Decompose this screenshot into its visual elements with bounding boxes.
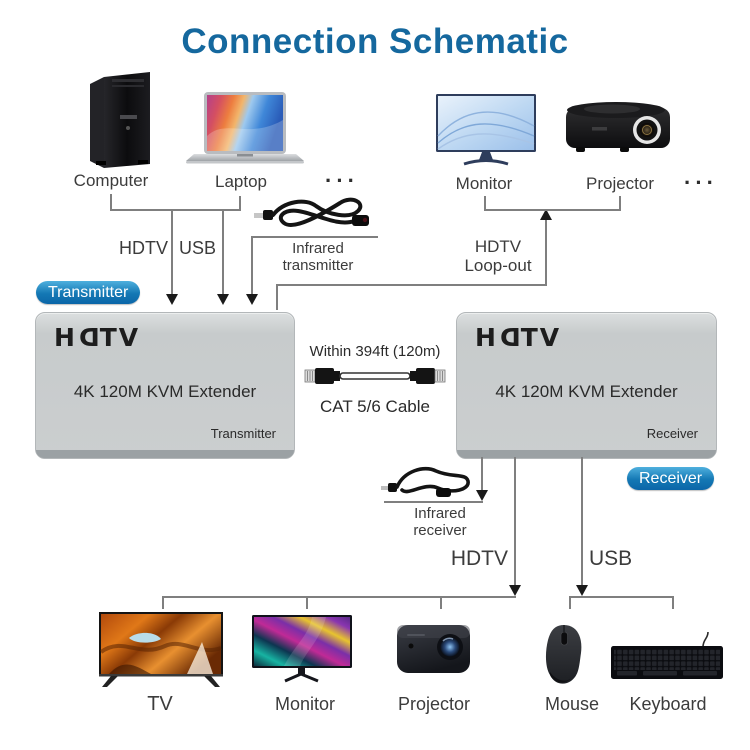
receiver-unit [456, 312, 717, 459]
usb-out-label: USB [589, 547, 633, 570]
monitor-label: Monitor [274, 694, 336, 714]
projector-label: Projector [585, 174, 655, 193]
connector-line [570, 596, 674, 598]
model-name: 4K 120M KVM Extender [495, 382, 678, 401]
cat-cable-image [304, 363, 446, 389]
loopout-line [545, 220, 547, 286]
keyboard-image [611, 632, 723, 680]
usb-in-label: USB [179, 238, 217, 258]
laptop-image [186, 92, 304, 165]
arrow-down-icon [217, 294, 229, 305]
projector-image [395, 620, 473, 680]
monitor-image [436, 94, 536, 166]
transmitter-unit [35, 312, 295, 459]
ir-transmitter-line [251, 236, 253, 296]
arrow-down-icon [576, 585, 588, 596]
connector-line [239, 196, 241, 210]
monitor-label: Monitor [455, 174, 513, 193]
mouse-label: Mouse [544, 694, 600, 714]
ir-transmitter-line [251, 236, 378, 238]
ellipsis: ··· [325, 168, 359, 193]
ir-receiver-cable-image [380, 463, 474, 503]
connector-line [569, 596, 571, 609]
unit-role-label: Transmitter [210, 426, 276, 441]
projector-label: Projector [397, 694, 471, 714]
connector-line [306, 596, 308, 609]
computer-label: Computer [73, 171, 149, 190]
ir-receiver-line [384, 501, 483, 503]
projector-image [562, 97, 674, 155]
transmitter-badge: Transmitter [36, 281, 140, 304]
connector-line [440, 596, 442, 609]
hdtv-out-line [514, 457, 516, 586]
model-name: 4K 120M KVM Extender [73, 382, 257, 401]
ir-transmitter-cable-image [252, 196, 374, 236]
arrow-down-icon [476, 490, 488, 501]
connector-line [484, 196, 486, 210]
unit-role-label: Receiver [646, 426, 698, 441]
loopout-line [276, 284, 547, 286]
ir-transmitter-label: Infrared transmitter [282, 240, 354, 274]
unit-bottom-strip [36, 450, 294, 458]
connector-line [484, 209, 621, 211]
unit-bottom-strip [457, 450, 716, 458]
hdtv-logo: HDTV [475, 323, 562, 352]
connector-line [162, 596, 164, 609]
computer-image [76, 71, 162, 169]
hdtv-in-label: HDTV [119, 238, 168, 258]
arrow-down-icon [246, 294, 258, 305]
page-title: Connection Schematic [181, 22, 569, 61]
tv-image [99, 612, 223, 690]
connector-line [110, 194, 112, 210]
usb-out-line [581, 457, 583, 586]
cable-type-label: CAT 5/6 Cable [320, 397, 430, 416]
tv-label: TV [147, 693, 173, 715]
connector-line [619, 196, 621, 210]
ellipsis: ··· [684, 170, 718, 195]
monitor-image [252, 615, 352, 683]
arrow-down-icon [166, 294, 178, 305]
hdtv-in-line [171, 209, 173, 296]
receiver-badge: Receiver [627, 467, 714, 490]
hdtv-out-label: HDTV [450, 547, 508, 570]
loopout-label: HDTV Loop-out [464, 237, 532, 275]
hdtv-logo: HDTV [54, 323, 141, 352]
loopout-line [276, 284, 278, 310]
ir-receiver-line [481, 457, 483, 492]
connector-line [163, 596, 516, 598]
arrow-down-icon [509, 585, 521, 596]
cable-distance-label: Within 394ft (120m) [309, 343, 441, 360]
connector-line [672, 596, 674, 609]
keyboard-label: Keyboard [629, 694, 707, 714]
ir-receiver-label: Infrared receiver [413, 505, 467, 539]
laptop-label: Laptop [215, 172, 267, 191]
mouse-image [542, 623, 586, 687]
